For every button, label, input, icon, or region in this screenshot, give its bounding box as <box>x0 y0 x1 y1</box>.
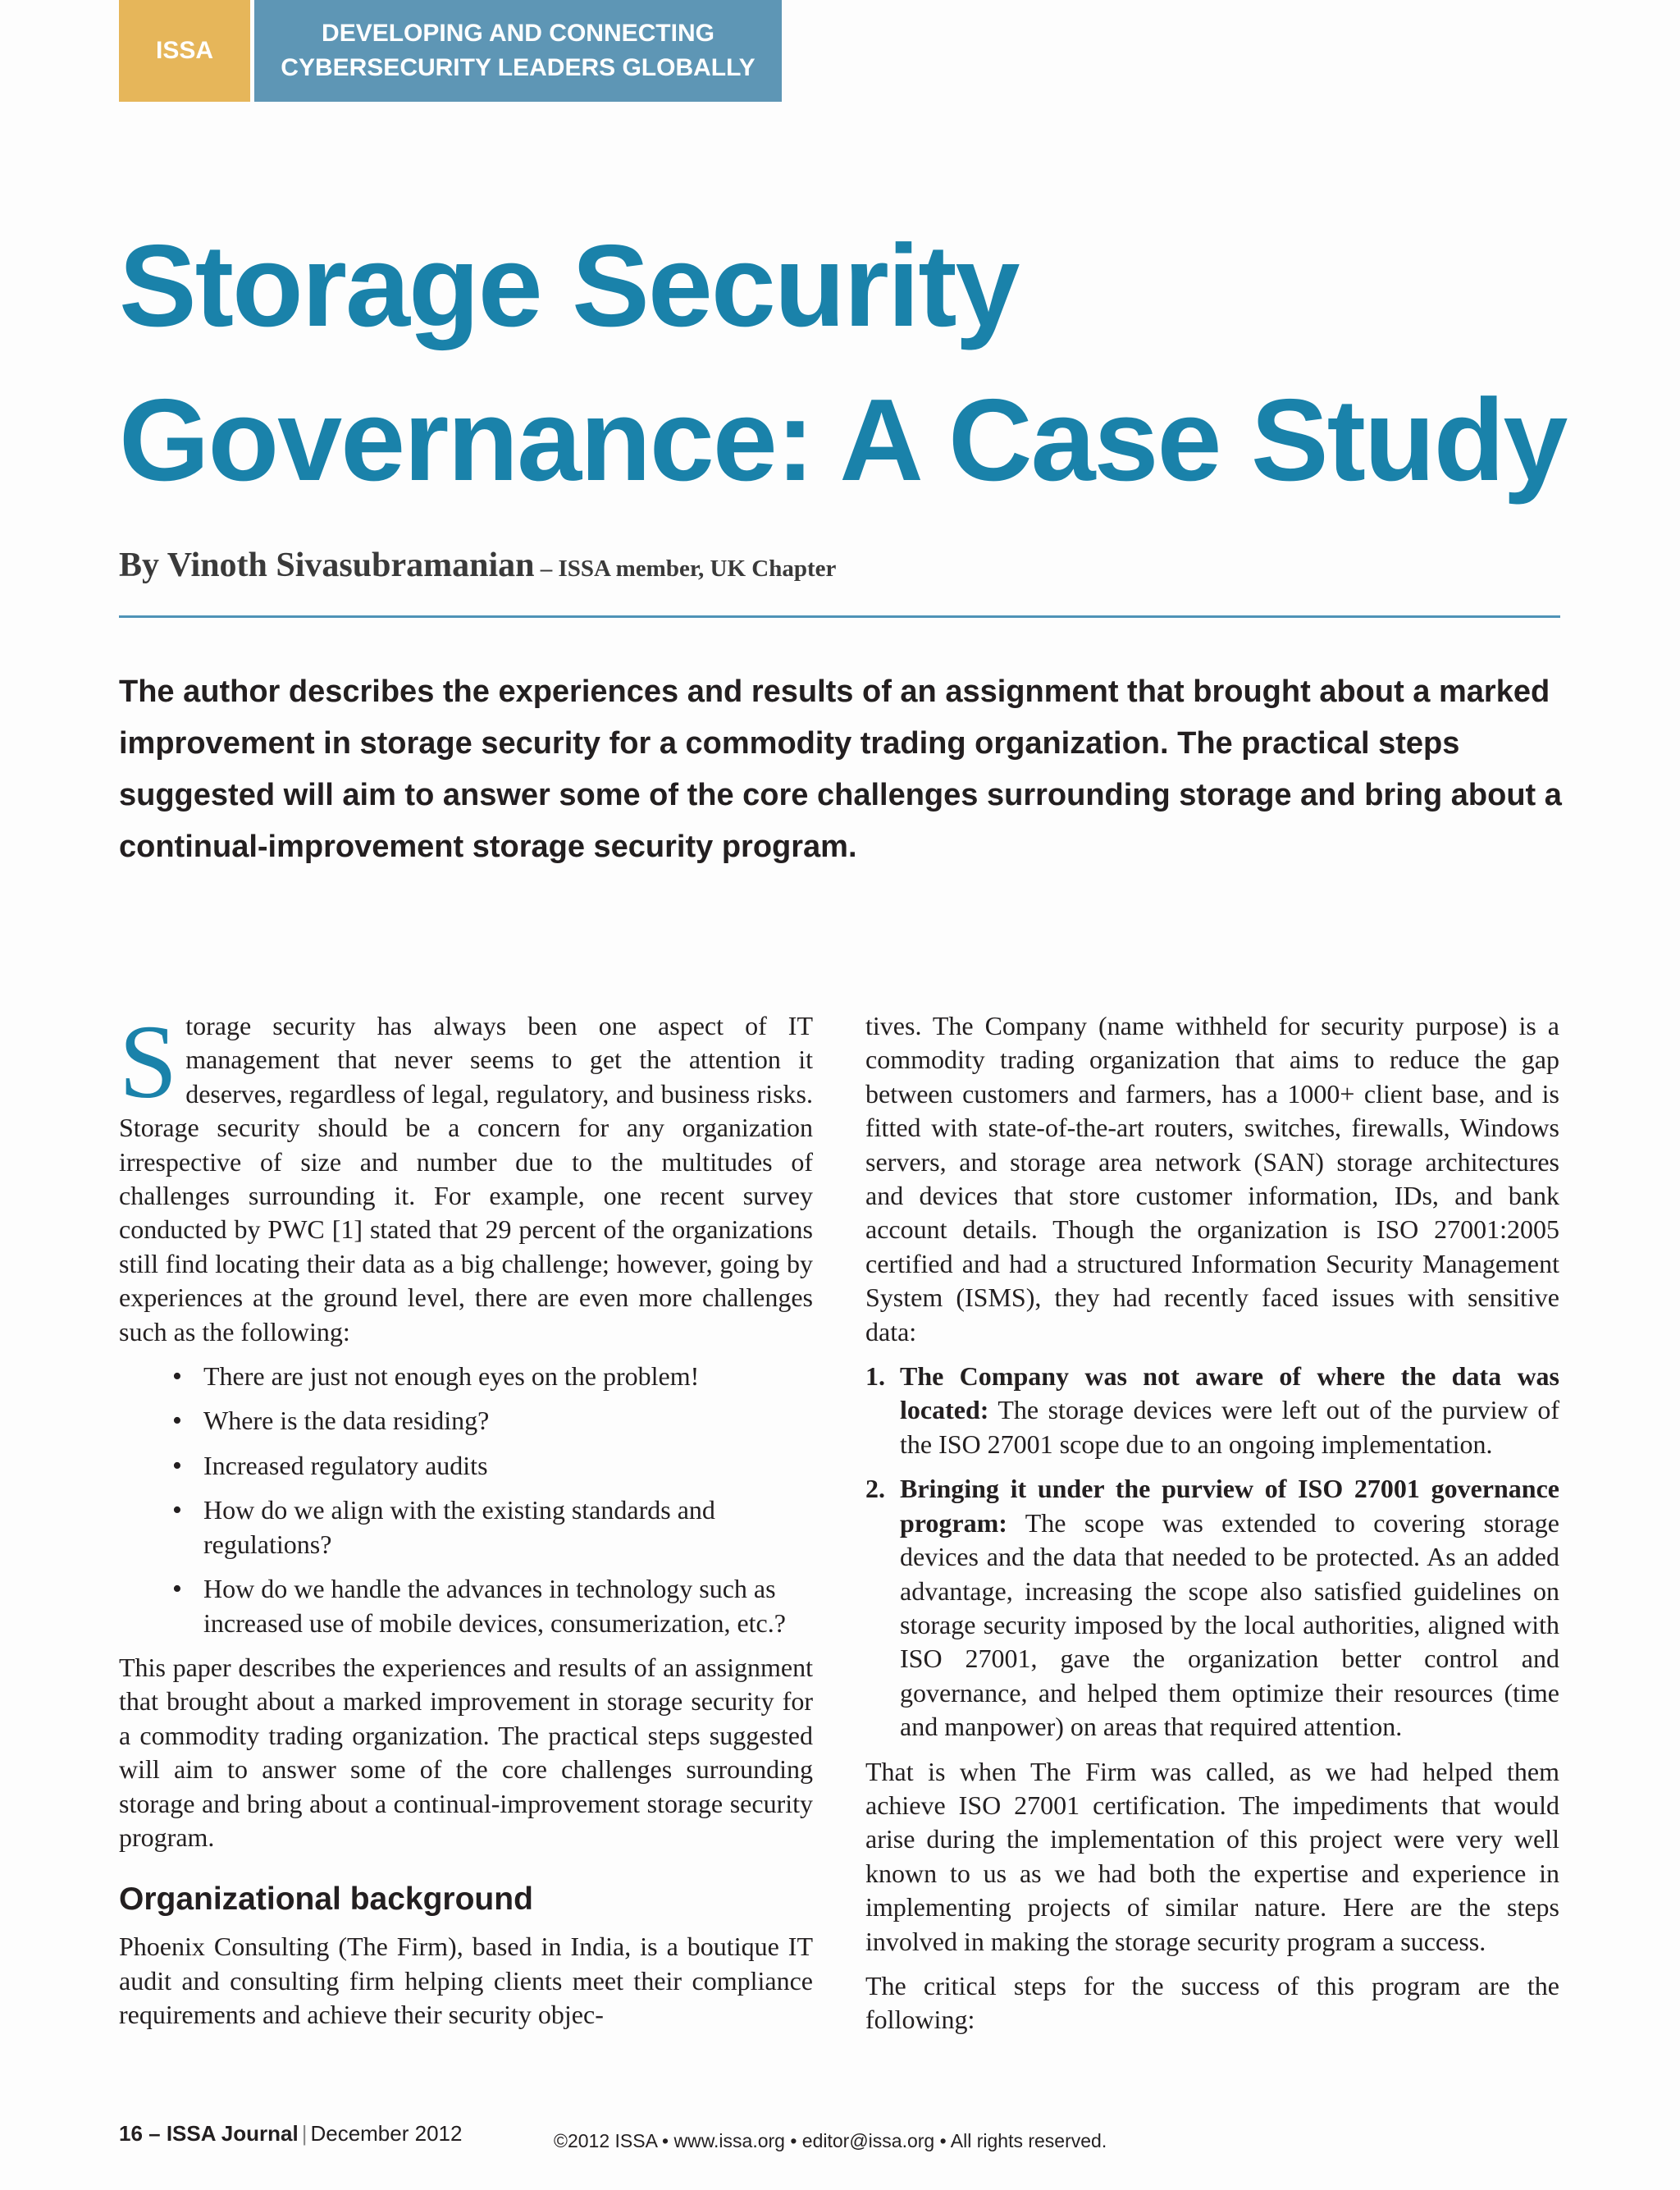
company-paragraph: tives. The Company (name withheld for security purpose) is a commodity trading organization that aims to reduce the gap between customers and farmers, has a 1000+ client base, and is fitted with state-of-the-art routers, switches, firewalls, Windows servers, and storage area network (SAN) storage architectures and devices that store customer information, IDs, and bank account details. Though the organization is ISO 27001:2005 certified and had a structured Information Security Management System (ISMS), they had recently faced issues with sensitive data: <box>865 1011 1559 1346</box>
org-paragraph: Phoenix Consulting (The Firm), based in India, is a boutique IT audit and consulting firm helping clients meet their compliance requirements and achieve their security objec- <box>119 1932 813 2030</box>
author-name: By Vinoth Sivasubramanian <box>119 546 535 584</box>
list-item: • There are just not enough eyes on the problem! <box>203 1360 813 1393</box>
intro-text: torage security has always been one aspect of IT management that never seems to get the attention it deserves, regardless of legal, regulatory, and business risks. Storage security should be a concern for any organization irrespective of size and number due to the multitudes of challenges surrounding it. For example, one recent survey conducted by PWC [1] stated that 29 percent of the organizations still find locating their data as a big challenge; however, going by experiences at the ground level, there are even more challenges such as the following: <box>119 1011 813 1346</box>
list-number: 1. <box>865 1361 885 1392</box>
issues-list <box>865 1360 1559 1744</box>
left-column <box>119 1004 813 2043</box>
footer-separator: | <box>301 2121 308 2146</box>
page-label: 16 – ISSA Journal <box>119 2121 299 2146</box>
author-affiliation: – ISSA member, UK Chapter <box>534 556 837 582</box>
section-heading: Organizational background <box>119 1881 533 1918</box>
drop-cap: S <box>119 1004 178 1120</box>
copyright-notice: ©2012 ISSA • www.issa.org • editor@issa.org • All rights reserved. <box>554 2130 1107 2151</box>
title-line-2: Governance: A Case Study <box>119 375 1567 505</box>
right-column <box>865 1009 1559 2048</box>
challenges-list <box>119 1360 813 1640</box>
header-tagline <box>254 0 782 102</box>
issue-date: December 2012 <box>310 2121 463 2146</box>
issa-badge <box>119 0 250 102</box>
article-title <box>119 209 1596 518</box>
intro-paragraph <box>119 1004 813 1349</box>
tagline-line-1: DEVELOPING AND CONNECTING <box>322 20 714 47</box>
list-item <box>865 1360 1559 1461</box>
abstract: The author describes the experiences and results of an assignment that brought about a marked improvement in storage security for a commodity trading organization. The practical steps suggested will aim to answer some of the core challenges surrounding storage and bring about a continual-improvement storage security program. <box>119 674 1562 864</box>
issue-text: The storage devices were left out of the purview of the ISO 27001 scope due to an ongoing implementation. <box>900 1395 1559 1459</box>
list-item: • Where is the data residing? <box>203 1404 813 1438</box>
issue-text: The scope was extended to covering storage devices and the data that needed to be protected. As an added advantage, increasing the scope also satisfied guidelines on storage security imposed by the local authorities, aligned with ISO 27001, gave the organization better control and governance, and helped them optimize their resources (time and manpower) on areas that required attention. <box>900 1507 1559 1742</box>
list-item: • How do we handle the advances in technology such as increased use of mobile devices, consumerization, etc.? <box>203 1572 813 1640</box>
list-item <box>865 1472 1559 1744</box>
title-line-1: Storage Security <box>119 221 1019 351</box>
byline <box>119 546 836 585</box>
list-item: • Increased regulatory audits <box>203 1449 813 1483</box>
list-number: 2. <box>865 1474 885 1504</box>
tagline-line-2: CYBERSECURITY LEADERS GLOBALLY <box>281 54 756 81</box>
paper-description: This paper describes the experiences and results of an assignment that brought about a marked improvement in storage security for a commodity trading organization. The practical steps suggested will aim to answer some of the core challenges surrounding storage and bring about a continual-improvement storage security program. <box>119 1652 813 1852</box>
issue-heading: Bringing it under the purview of ISO 27001 governance program: <box>900 1474 1559 1538</box>
firm-paragraph: That is when The Firm was called, as we had helped them achieve ISO 27001 certification. The impediments that would arise during the implementation of this project were very well known to us as we had both the expertise and experience in implementing projects of similar nature. Here are the steps involved in making the storage security program a success. <box>865 1756 1559 1956</box>
issue-heading: The Company was not aware of where the data was located: <box>900 1361 1559 1425</box>
issa-badge-label: ISSA <box>155 37 214 64</box>
critical-steps-paragraph: The critical steps for the success of this program are the following: <box>865 1970 1559 2035</box>
list-item: • How do we align with the existing standards and regulations? <box>203 1493 813 1561</box>
divider-rule <box>119 615 1560 618</box>
page-footer <box>119 2121 462 2147</box>
